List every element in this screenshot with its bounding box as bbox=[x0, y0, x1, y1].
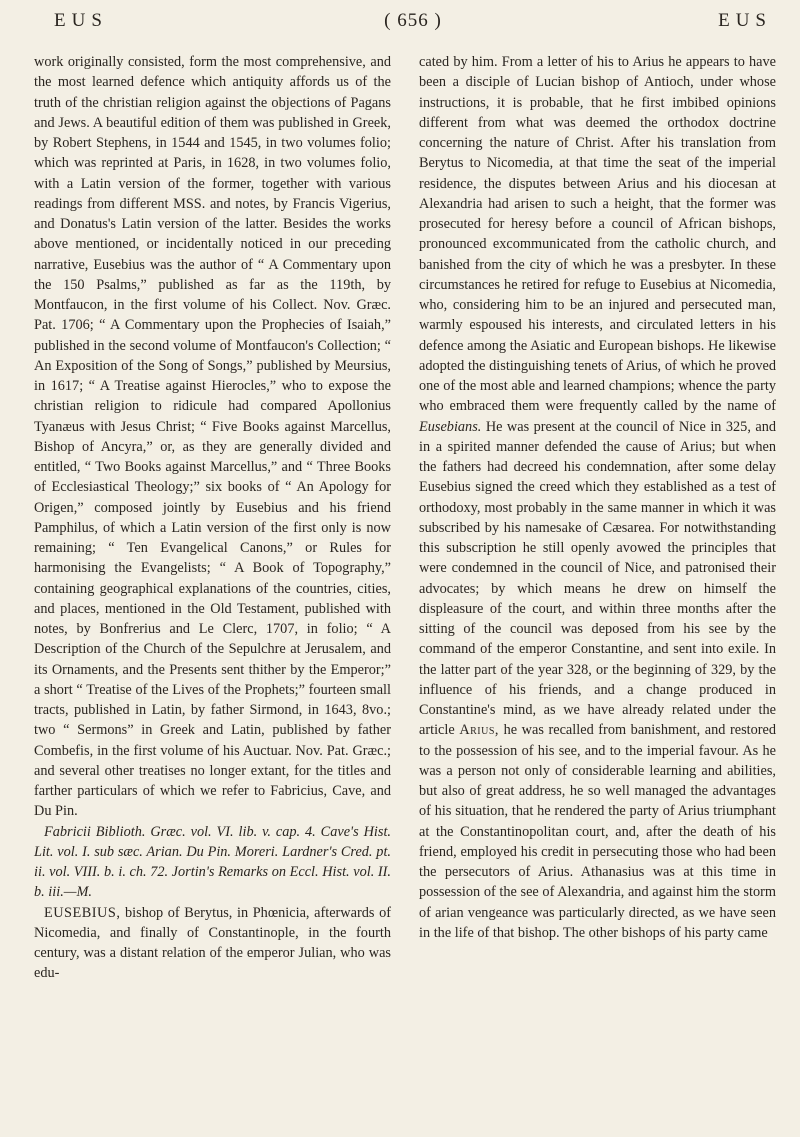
entry-eusebius-of-nicomedia bbox=[34, 903, 391, 984]
smallcaps-arius: Arius, bbox=[459, 722, 499, 739]
references-text: Fabricii Biblioth. Græc. vol. VI. lib. v. cap. 4. Cave's Hist. Lit. vol. I. sub sæc. Arian. Du Pin. Moreri. Lardner's Cred. pt. ii. vol. VIII. b. i. ch. 72. Jortin's Remarks on Eccl. Hist. vol. II. b. iii.—M. bbox=[34, 823, 391, 901]
paragraph-part-3: he was recalled from banishment, and restored to the possession of his see, and to the imperial favour. As he was a person not only of considerable learning and abilities, but also of great address, he so well managed the advantages of his situation, that he rendered the party of Arius triumphant at the Constantinopolitan court, and, after the death of his friend, employed his credit in persecuting those who had been the persecutors of Arius. Athanasius was at this time in possession of the see of Alexandria, and against him the storm of arian vengeance was particularly directed, as we have seen in the life of that bishop. The other bishops of his party came bbox=[419, 722, 777, 941]
right-column bbox=[419, 52, 776, 984]
entry-text: bishop of Berytus, in Phœnicia, afterwards of Nicomedia, and finally of Constantinople, in the fourth century, was a distant relation of the emperor Julian, who was edu- bbox=[34, 904, 391, 982]
page-number: ( 656 ) bbox=[384, 10, 442, 31]
entry-heading: EUSEBIUS, bbox=[44, 904, 121, 921]
paragraph-part-1: cated by him. From a letter of his to Arius he appears to have been a disciple of Lucian bishop of Antioch, under whose instructions, it is probable, that he first imbibed opinions different from what was deemed the orthodox doctrine concerning the nature of Christ. After his translation from Berytus to Nicomedia, at that time the seat of the imperial residence, the disputes between Arius and his diocesan at Alexandria had arisen to such a height, that the former was prosecuted for heresy before a council of African bishops, pronounced excommunicated from the catholic church, and banished from the city of which he was a presbyter. In these circumstances he retired for refuge to Eusebius at Nicomedia, who, considering him to be an injured and persecuted man, warmly espoused his interests, and circulated letters in his defence among the Asiatic and European bishops. He likewise adopted the distinguishing tenets of Arius, of which he proved one of the most able and learned champions; whence the party who embraced them were frequently called by the name of bbox=[419, 54, 776, 415]
running-head-left: EUS bbox=[54, 10, 108, 31]
left-column bbox=[34, 52, 391, 984]
running-head bbox=[54, 10, 772, 40]
paragraph-works-of-eusebius: work originally consisted, form the most comprehensive, and the most learned defence which antiquity affords us of the truth of the christian religion against the objections of Pagans and Jews. A beautiful edition of them was published in Greek, by Robert Stephens, in 1544 and 1545, in two volumes folio; which was reprinted at Paris, in 1628, in two volumes folio, with a Latin version of the former, together with various readings from different MSS. and notes, by Francis Vigerius, and Donatus's Latin version of the latter. Besides the works above mentioned, or incidentally noticed in our preceding narrative, Eusebius was the author of “ A Commentary upon the 150 Psalms,” published as far as the 119th, by Montfaucon, in the first volume of his Collect. Nov. Græc. Pat. 1706; “ A Commentary upon the Prophecies of Isaiah,” published in the second volume of Montfaucon's Collection; “ An Exposition of the Song of Songs,” published by Meursius, in 1617; “ A Treatise against Hierocles,” who to expose the christian religion to ridicule had compared Apollonius Tyanæus with Jesus Christ; “ Five Books against Marcellus, Bishop of Ancyra,” or, as they are generally divided and entitled, “ Two Books against Marcellus,” and “ Three Books of Ecclesiastical Theology;” six books of “ An Apology for Origen,” composed jointly by Eusebius and his friend Pamphilus, of which a Latin version of the first only is now remaining; “ Ten Evangelical Canons,” or Rules for harmonising the Evangelists; “ A Book of Topography,” containing geographical explanations of the countries, cities, and places, mentioned in the Old Testament, published with notes, by Bonfrerius and Le Clerc, 1707, in folio; “ A Description of the Church of the Sepulchre at Jerusalem, and its Ornaments, and the Presents sent thither by the Emperor;” a short “ Treatise of the Lives of the Prophets;” fourteen small tracts, published in Latin, by father Sirmond, in 1643, 8vo.; two “ Sermons” in Greek and Latin, published by father Combefis, in the first volume of his Auctuar. Nov. Pat. Græc.; and several other treatises no longer extant, for the titles and farther particulars of which we refer to Fabricius, Cave, and Du Pin. bbox=[34, 54, 391, 820]
italic-eusebians: Eusebians. bbox=[419, 418, 482, 435]
text-columns bbox=[34, 52, 776, 984]
references bbox=[34, 822, 391, 903]
paragraph-part-2: He was present at the council of Nice in 325, and in a spirited manner defended the cause of Arius; but when the fathers had decreed his condemnation, after some delay Eusebius signed the creed which they established as a test of orthodoxy, most probably in the same manner in which it was subscribed by his namesake of Cæsarea. For notwithstanding this subscription he still openly avowed the principles that were condemned in the council of Nice, and patronised their advocates; by which means he drew on himself the displeasure of the court, and within three months after the sitting of the council was deposed from his see by the command of the emperor Constantine, and sent into exile. In the latter part of the year 328, or the beginning of 329, by the influence of his friends, and a change produced in Constantine's mind, as we have already related under the article bbox=[419, 418, 776, 739]
running-head-right: EUS bbox=[718, 10, 772, 31]
paragraph-continued bbox=[419, 52, 776, 943]
